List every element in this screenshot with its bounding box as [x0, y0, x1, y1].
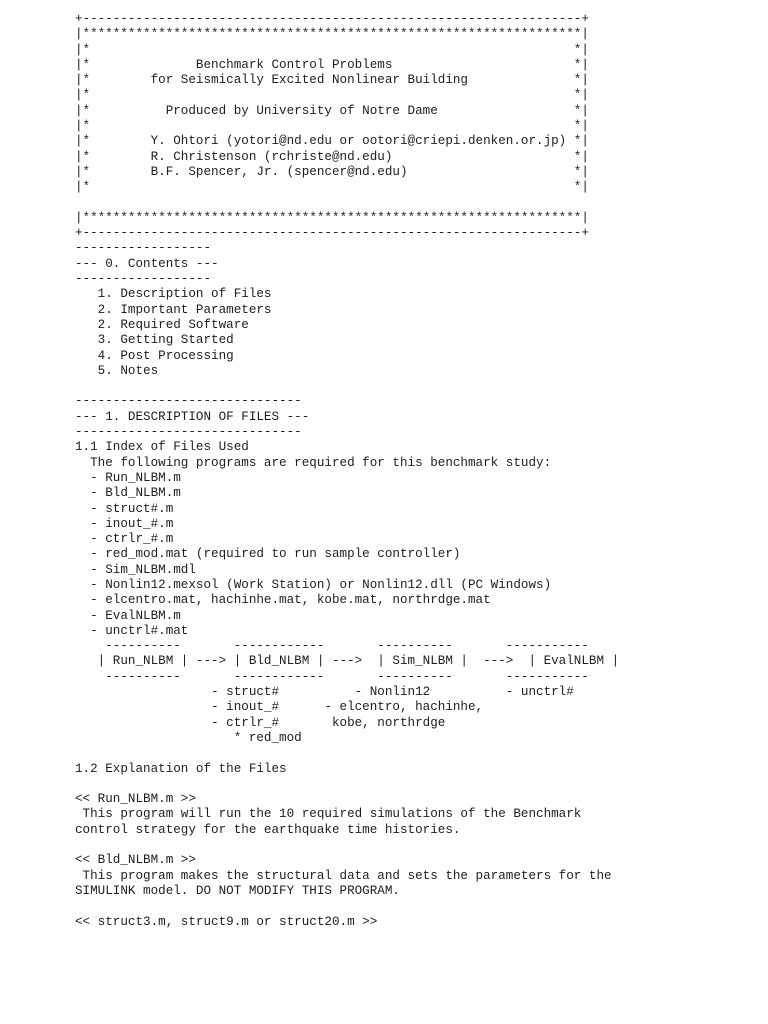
text-line: 2. Required Software: [75, 317, 249, 332]
text-line: |* *|: [75, 88, 589, 103]
text-line: ---------- ------------ ---------- -----------: [75, 639, 589, 654]
text-line: ------------------: [75, 272, 212, 287]
text-line: [75, 746, 619, 761]
text-line: - ctrlr_# kobe, northrdge: [75, 715, 446, 730]
text-line: control strategy for the earthquake time histories.: [75, 822, 461, 837]
text-line: The following programs are required for this benchmark study:: [75, 455, 552, 470]
text-line: ------------------------------: [75, 394, 302, 409]
text-line: |******************************************************************|: [75, 27, 589, 42]
text-line: +------------------------------------------------------------------+: [75, 12, 589, 26]
text-line: SIMULINK model. DO NOT MODIFY THIS PROGRAM.: [75, 883, 400, 898]
text-line: ------------------: [75, 241, 212, 256]
text-line: << Run_NLBM.m >>: [75, 792, 196, 807]
text-line: 1.2 Explanation of the Files: [75, 761, 287, 776]
text-line: ------------------------------: [75, 425, 302, 440]
text-line: |* *|: [75, 119, 589, 134]
text-line: 3. Getting Started: [75, 333, 234, 348]
text-line: |* for Seismically Excited Nonlinear Building *|: [75, 73, 589, 88]
text-line: - ctrlr_#.m: [75, 532, 174, 547]
text-line: This program will run the 10 required simulations of the Benchmark: [75, 807, 582, 822]
text-line: << Bld_NLBM.m >>: [75, 853, 196, 868]
text-line: [75, 777, 619, 792]
text-line: 2. Important Parameters: [75, 302, 272, 317]
text-line: [75, 838, 619, 853]
text-line: - Sim_NLBM.mdl: [75, 562, 196, 577]
text-line: - inout_#.m: [75, 516, 174, 531]
text-line: [75, 899, 619, 914]
text-line: - unctrl#.mat: [75, 623, 189, 638]
text-line: --- 0. Contents ---: [75, 256, 219, 271]
text-line: * red_mod: [75, 730, 302, 745]
text-line: |* R. Christenson (rchriste@nd.edu) *|: [75, 149, 589, 164]
text-line: |******************************************************************|: [75, 210, 589, 225]
text-line: [75, 379, 619, 394]
text-line: |* *|: [75, 42, 589, 57]
text-line: |* Produced by University of Notre Dame *|: [75, 103, 589, 118]
text-line: - elcentro.mat, hachinhe.mat, kobe.mat, northrdge.mat: [75, 593, 491, 608]
text-line: [75, 196, 619, 211]
text-line: |* Benchmark Control Problems *|: [75, 57, 589, 72]
text-line: - struct# - Nonlin12 - unctrl#: [75, 685, 574, 700]
text-line: - Bld_NLBM.m: [75, 486, 181, 501]
text-line: |* *|: [75, 180, 589, 195]
text-line: - red_mod.mat (required to run sample controller): [75, 547, 461, 562]
text-line: 5. Notes: [75, 363, 159, 378]
text-line: ---------- ------------ ---------- -----------: [75, 669, 589, 684]
text-line: |* B.F. Spencer, Jr. (spencer@nd.edu) *|: [75, 164, 589, 179]
text-line: << struct3.m, struct9.m or struct20.m >>: [75, 914, 378, 929]
text-line: 1. Description of Files: [75, 287, 272, 302]
text-line: 4. Post Processing: [75, 348, 234, 363]
text-line: - EvalNLBM.m: [75, 608, 181, 623]
text-line: - Run_NLBM.m: [75, 470, 181, 485]
text-line: 1.1 Index of Files Used: [75, 440, 249, 455]
text-line: | Run_NLBM | ---> | Bld_NLBM | ---> | Sim_NLBM | ---> | EvalNLBM |: [75, 654, 620, 669]
text-line: This program makes the structural data and sets the parameters for the: [75, 868, 612, 883]
text-line: - struct#.m: [75, 501, 174, 516]
text-line: - Nonlin12.mexsol (Work Station) or Nonlin12.dll (PC Windows): [75, 577, 552, 592]
text-line: |* Y. Ohtori (yotori@nd.edu or ootori@criepi.denken.or.jp) *|: [75, 134, 589, 149]
text-line: - inout_# - elcentro, hachinhe,: [75, 700, 484, 715]
readme-text: [75, 12, 619, 930]
text-line: +------------------------------------------------------------------+: [75, 226, 589, 241]
text-line: --- 1. DESCRIPTION OF FILES ---: [75, 409, 310, 424]
